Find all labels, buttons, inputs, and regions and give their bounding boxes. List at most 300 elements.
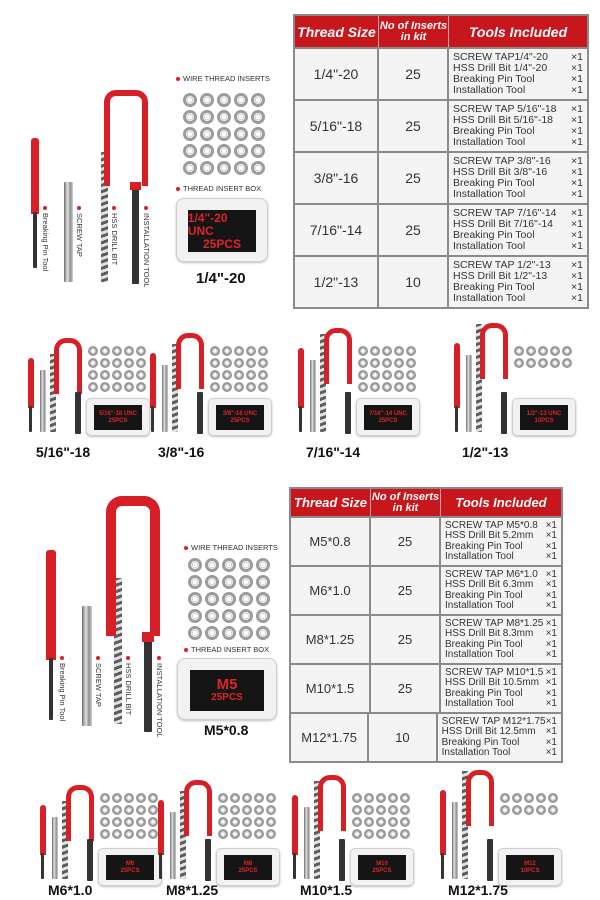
- cell-insert-count: 25: [379, 49, 449, 99]
- table-row: [295, 99, 587, 151]
- wire-insert-coil: [251, 93, 265, 107]
- wire-insert-coil: [205, 558, 219, 572]
- tool-qty: ×1: [545, 628, 557, 639]
- breaking-pin-tool: [454, 343, 460, 408]
- tool-name: Installation Tool: [453, 292, 526, 304]
- tool-qty: ×1: [571, 73, 583, 85]
- thread-insert-box: [356, 398, 420, 436]
- wire-insert-coil: [136, 346, 146, 356]
- cell-insert-count: 10: [379, 257, 449, 307]
- screw-tap: [466, 355, 472, 432]
- wire-insert-coil: [100, 358, 110, 368]
- wire-insert-coil: [112, 358, 122, 368]
- wire-insert-coil: [394, 346, 404, 356]
- wire-insert-coil: [124, 370, 134, 380]
- wire-insert-coil: [406, 346, 416, 356]
- wire-insert-coil: [136, 382, 146, 392]
- tool-name: Breaking Pin Tool: [445, 589, 523, 601]
- wire-insert-coil: [512, 805, 522, 815]
- wire-insert-coil: [188, 575, 202, 589]
- cell-thread-size: 3/8"-16: [295, 153, 379, 203]
- wire-insert-coil: [254, 793, 264, 803]
- tool-name: Installation Tool: [445, 698, 514, 709]
- kit-caption: M5*0.8: [204, 722, 249, 738]
- wire-insert-coil: [352, 829, 362, 839]
- cell-insert-count: 25: [379, 101, 449, 151]
- metric-spec-table: [289, 487, 563, 763]
- wire-insert-coil: [222, 382, 232, 392]
- tool-line: [445, 580, 557, 591]
- wire-insert-coil: [188, 558, 202, 572]
- wire-insert-coil: [183, 161, 197, 175]
- cell-tools-included: [449, 153, 587, 203]
- wire-insert-coil: [218, 793, 228, 803]
- wire-insert-coil: [234, 93, 248, 107]
- box-label-count: 25PCS: [238, 867, 258, 874]
- wire-insert-coil: [352, 793, 362, 803]
- wire-insert-coil: [382, 370, 392, 380]
- tool-name: SCREW TAP M6*1.0: [445, 568, 538, 580]
- tool-name: Installation Tool: [445, 551, 514, 562]
- tool-name: Breaking Pin Tool: [445, 540, 523, 552]
- wire-insert-coil: [358, 370, 368, 380]
- small-kit: [156, 775, 296, 900]
- wire-insert-coil: [88, 382, 98, 392]
- wire-insert-coil: [112, 829, 122, 839]
- wire-insert-coil: [370, 370, 380, 380]
- box-label-size: M5: [216, 676, 238, 694]
- wire-insert-coil: [100, 793, 110, 803]
- cell-tools-included: [449, 257, 587, 307]
- wire-insert-coil: [100, 805, 110, 815]
- wire-insert-coil: [256, 558, 270, 572]
- box-label-size: 1/2"-13 UNC: [526, 411, 562, 418]
- wire-insert-coil: [200, 127, 214, 141]
- tool-name: SCREW TAP 1/2"-13: [453, 259, 551, 271]
- tool-qty: ×1: [571, 281, 583, 293]
- tool-name: HSS Drill Bit 12.5mm: [441, 726, 536, 737]
- tool-qty: ×1: [571, 103, 583, 115]
- wire-insert-coil: [234, 144, 248, 158]
- tool-qty: ×1: [571, 259, 583, 271]
- wire-thread-inserts: [88, 346, 146, 392]
- wire-insert-coil: [222, 575, 236, 589]
- wire-insert-coil: [394, 382, 404, 392]
- thread-insert-box: [177, 658, 277, 720]
- tool-qty: ×1: [571, 270, 583, 282]
- wire-insert-coil: [536, 793, 546, 803]
- tool-qty: ×1: [545, 579, 557, 590]
- label-screw-tap: SCREW TAP: [94, 656, 103, 707]
- box-label-count: 10PCS: [534, 417, 554, 424]
- callout-wire-thread-inserts: WIRE THREAD INSERTS: [176, 74, 270, 83]
- wire-insert-coil: [524, 793, 534, 803]
- installation-tool-shaft: [87, 839, 93, 881]
- cell-thread-size: M5*0.8: [291, 518, 371, 565]
- wire-insert-coil: [239, 626, 253, 640]
- wire-insert-coil: [205, 626, 219, 640]
- wire-insert-coil: [358, 382, 368, 392]
- cell-tools-included: [438, 714, 561, 761]
- tool-qty: ×1: [571, 125, 583, 137]
- tool-name: SCREW TAP M5*0.8: [445, 519, 538, 531]
- tool-qty: ×1: [545, 726, 557, 737]
- tool-name: HSS Drill Bit 6.3mm: [445, 579, 534, 590]
- cell-insert-count: 25: [371, 567, 441, 614]
- wire-insert-coil: [217, 144, 231, 158]
- wire-insert-coil: [234, 358, 244, 368]
- breaking-pin-tool-shaft: [41, 853, 44, 879]
- wire-insert-coil: [550, 346, 560, 356]
- callout-wire-thread-inserts: WIRE THREAD INSERTS: [184, 543, 278, 552]
- tool-qty: ×1: [545, 530, 557, 541]
- tool-qty: ×1: [571, 240, 583, 252]
- wire-insert-coil: [382, 382, 392, 392]
- wire-insert-coil: [562, 346, 572, 356]
- table-row: [295, 203, 587, 255]
- tool-name: Installation Tool: [453, 188, 526, 200]
- cell-tools-included: [441, 518, 561, 565]
- tool-qty: ×1: [545, 617, 557, 629]
- kit-caption: M8*1.25: [166, 882, 219, 898]
- installation-tool-shaft: [144, 634, 152, 732]
- tool-name: SCREW TAP M12*1.75: [441, 715, 546, 727]
- wire-insert-coil: [200, 161, 214, 175]
- cell-insert-count: 25: [371, 616, 441, 663]
- wire-insert-coil: [406, 382, 416, 392]
- wire-thread-inserts: [100, 793, 158, 839]
- thread-insert-box: [498, 848, 562, 886]
- wire-insert-coil: [183, 93, 197, 107]
- screw-tap: [162, 365, 168, 432]
- breaking-pin-tool: [40, 805, 46, 855]
- tool-line: [445, 629, 557, 640]
- thread-insert-box: [512, 398, 576, 436]
- cell-thread-size: M12*1.75: [291, 714, 369, 761]
- wire-insert-coil: [205, 575, 219, 589]
- wire-insert-coil: [205, 609, 219, 623]
- box-label-count: 25PCS: [108, 417, 128, 424]
- wire-insert-coil: [183, 127, 197, 141]
- wire-insert-coil: [258, 358, 268, 368]
- hero-kit-imperial: [0, 60, 292, 300]
- table-row: [291, 663, 561, 712]
- tool-line: [453, 137, 583, 148]
- table-body: [291, 516, 561, 761]
- screw-tap: [170, 812, 176, 879]
- box-label-count: 25PCS: [120, 867, 140, 874]
- installation-tool-handle: [54, 338, 82, 394]
- wire-insert-coil: [188, 592, 202, 606]
- table-row: [295, 47, 587, 99]
- wire-insert-coil: [124, 382, 134, 392]
- wire-insert-coil: [239, 592, 253, 606]
- wire-insert-coil: [382, 346, 392, 356]
- header-no-of-inserts: No of Inserts in kit: [379, 16, 449, 47]
- wire-insert-coil: [256, 592, 270, 606]
- wire-insert-coil: [210, 370, 220, 380]
- wire-insert-coil: [230, 805, 240, 815]
- box-label-count: 25PCS: [211, 691, 243, 703]
- wire-insert-coil: [234, 161, 248, 175]
- wire-insert-coil: [376, 805, 386, 815]
- wire-insert-coil: [136, 793, 146, 803]
- wire-insert-coil: [526, 346, 536, 356]
- box-label-size: M10: [376, 861, 388, 868]
- wire-insert-coil: [266, 793, 276, 803]
- header-no-of-inserts: No of Inserts in kit: [371, 489, 441, 516]
- wire-thread-inserts: [210, 346, 268, 392]
- wire-insert-coil: [526, 358, 536, 368]
- tool-qty: ×1: [571, 84, 583, 96]
- tool-line: [445, 650, 557, 661]
- wire-insert-coil: [242, 829, 252, 839]
- wire-insert-coil: [256, 626, 270, 640]
- wire-insert-coil: [112, 346, 122, 356]
- wire-insert-coil: [136, 817, 146, 827]
- box-label-size: 7/16"-14 UNC: [369, 411, 407, 418]
- thread-insert-box: [176, 198, 268, 262]
- kit-caption: 5/16"-18: [36, 444, 91, 460]
- wire-insert-coil: [376, 793, 386, 803]
- wire-insert-coil: [234, 382, 244, 392]
- wire-insert-coil: [222, 558, 236, 572]
- wire-insert-coil: [124, 805, 134, 815]
- wire-insert-coil: [251, 144, 265, 158]
- screw-tap: [64, 182, 73, 282]
- header-thread-size: Thread Size: [291, 489, 371, 516]
- breaking-pin-tool-shaft: [441, 853, 444, 879]
- wire-insert-coil: [222, 358, 232, 368]
- breaking-pin-tool-shaft: [455, 406, 458, 432]
- screw-tap: [52, 817, 58, 879]
- wire-insert-coil: [254, 805, 264, 815]
- wire-insert-coil: [400, 793, 410, 803]
- cell-thread-size: 1/2"-13: [295, 257, 379, 307]
- wire-insert-coil: [100, 817, 110, 827]
- wire-insert-coil: [217, 110, 231, 124]
- tool-name: SCREW TAP M10*1.5: [445, 666, 544, 678]
- breaking-pin-tool-shaft: [159, 853, 162, 879]
- small-kit: [452, 328, 592, 464]
- tool-qty: ×1: [571, 188, 583, 200]
- tool-name: HSS Drill Bit 3/8"-16: [453, 166, 548, 178]
- tool-name: Breaking Pin Tool: [441, 736, 520, 748]
- wire-insert-coil: [205, 592, 219, 606]
- cell-tools-included: [441, 616, 561, 663]
- wire-insert-coil: [512, 793, 522, 803]
- wire-insert-coil: [254, 817, 264, 827]
- wire-insert-coil: [394, 358, 404, 368]
- installation-tool-handle: [184, 780, 212, 836]
- installation-tool-tip: [142, 632, 154, 642]
- wire-insert-coil: [388, 829, 398, 839]
- small-kit: [148, 328, 288, 464]
- tool-name: Installation Tool: [453, 136, 526, 148]
- wire-insert-coil: [88, 370, 98, 380]
- wire-insert-coil: [112, 805, 122, 815]
- box-label-count: 25PCS: [372, 867, 392, 874]
- tool-name: HSS Drill Bit 1/4"-20: [453, 62, 548, 74]
- installation-tool-handle: [466, 770, 494, 826]
- wire-insert-coil: [370, 358, 380, 368]
- callout-thread-insert-box: THREAD INSERT BOX: [184, 645, 269, 654]
- breaking-pin-tool-shaft: [151, 406, 154, 432]
- wire-insert-coil: [246, 346, 256, 356]
- kit-caption: M12*1.75: [448, 882, 508, 898]
- wire-insert-coil: [548, 805, 558, 815]
- wire-insert-coil: [256, 575, 270, 589]
- tool-qty: ×1: [545, 568, 557, 580]
- wire-insert-coil: [217, 93, 231, 107]
- wire-insert-coil: [251, 161, 265, 175]
- wire-insert-coil: [136, 829, 146, 839]
- wire-insert-coil: [200, 144, 214, 158]
- wire-insert-coil: [242, 805, 252, 815]
- installation-tool-handle: [318, 775, 346, 831]
- wire-insert-coil: [218, 805, 228, 815]
- cell-tools-included: [449, 49, 587, 99]
- thread-insert-box: [208, 398, 272, 436]
- wire-insert-coil: [258, 370, 268, 380]
- cell-thread-size: 1/4"-20: [295, 49, 379, 99]
- wire-insert-coil: [266, 829, 276, 839]
- wire-insert-coil: [124, 793, 134, 803]
- wire-insert-coil: [376, 817, 386, 827]
- small-kit: [438, 775, 578, 900]
- wire-insert-coil: [234, 110, 248, 124]
- breaking-pin-tool-shaft: [293, 853, 296, 879]
- wire-insert-coil: [234, 346, 244, 356]
- tool-name: Installation Tool: [453, 84, 526, 96]
- tool-qty: ×1: [571, 166, 583, 178]
- tool-name: Breaking Pin Tool: [453, 177, 535, 189]
- wire-insert-coil: [352, 805, 362, 815]
- wire-insert-coil: [210, 382, 220, 392]
- small-kit: [290, 775, 430, 900]
- wire-insert-coil: [266, 817, 276, 827]
- table-row: [291, 516, 561, 565]
- wire-insert-coil: [514, 358, 524, 368]
- installation-tool-shaft: [345, 392, 351, 434]
- wire-insert-coil: [112, 817, 122, 827]
- table-row: [291, 565, 561, 614]
- wire-insert-coil: [242, 817, 252, 827]
- header-thread-size: Thread Size: [295, 16, 379, 47]
- label-screw-tap: SCREW TAP: [75, 206, 84, 257]
- wire-insert-coil: [100, 346, 110, 356]
- installation-tool-shaft: [339, 839, 345, 881]
- tool-line: [445, 552, 557, 563]
- tool-qty: ×1: [545, 677, 557, 688]
- table-row: [291, 614, 561, 663]
- kit-caption: 3/8"-16: [158, 444, 205, 460]
- cell-thread-size: M8*1.25: [291, 616, 371, 663]
- wire-insert-coil: [217, 127, 231, 141]
- wire-insert-coil: [550, 358, 560, 368]
- wire-thread-inserts: [358, 346, 416, 392]
- tool-line: [445, 601, 557, 612]
- cell-thread-size: 7/16"-14: [295, 205, 379, 255]
- wire-insert-coil: [548, 793, 558, 803]
- cell-insert-count: 10: [369, 714, 437, 761]
- tool-name: Breaking Pin Tool: [453, 281, 535, 293]
- breaking-pin-tool-red-grip: [31, 138, 39, 214]
- wire-insert-coil: [400, 817, 410, 827]
- wire-insert-coil: [246, 382, 256, 392]
- installation-tool-shaft: [75, 392, 81, 434]
- box-label-count: 25PCS: [230, 417, 250, 424]
- tool-line: [445, 678, 557, 689]
- wire-insert-coil: [88, 358, 98, 368]
- wire-insert-coil: [514, 346, 524, 356]
- tool-line: [453, 241, 583, 252]
- cell-tools-included: [441, 665, 561, 712]
- box-label-count: 25PCS: [378, 417, 398, 424]
- tool-name: SCREW TAP M8*1.25: [445, 617, 544, 629]
- wire-insert-coil: [136, 805, 146, 815]
- tool-line: [445, 531, 557, 542]
- wire-insert-coil: [218, 817, 228, 827]
- tool-name: SCREW TAP1/4"-20: [453, 51, 548, 63]
- wire-insert-coil: [364, 793, 374, 803]
- tool-name: HSS Drill Bit 7/16"-14: [453, 218, 554, 230]
- wire-insert-coil: [562, 358, 572, 368]
- thread-insert-box: [98, 848, 162, 886]
- wire-insert-coil: [183, 144, 197, 158]
- tool-name: SCREW TAP 5/16"-18: [453, 103, 557, 115]
- wire-thread-inserts: [514, 346, 572, 368]
- wire-insert-coil: [222, 609, 236, 623]
- installation-tool-shaft: [197, 392, 203, 434]
- wire-insert-coil: [388, 793, 398, 803]
- label-hss-drill-bit: HSS DRILL BIT: [110, 206, 119, 265]
- kit-caption: 1/2"-13: [462, 444, 509, 460]
- wire-insert-coil: [188, 626, 202, 640]
- screw-tap: [304, 807, 310, 879]
- wire-insert-coil: [406, 358, 416, 368]
- installation-tool-tip: [130, 182, 141, 190]
- tool-qty: ×1: [545, 589, 557, 601]
- wire-insert-coil: [222, 346, 232, 356]
- wire-insert-coil: [242, 793, 252, 803]
- tool-qty: ×1: [571, 51, 583, 63]
- installation-tool-shaft: [487, 839, 493, 881]
- tool-qty: ×1: [545, 747, 557, 758]
- box-label-size: M12: [524, 861, 536, 868]
- cell-insert-count: 25: [379, 153, 449, 203]
- installation-tool-shaft: [501, 392, 507, 434]
- tool-qty: ×1: [571, 292, 583, 304]
- tool-line: [445, 699, 557, 710]
- tool-qty: ×1: [545, 649, 557, 660]
- tool-qty: ×1: [545, 519, 557, 531]
- cell-thread-size: 5/16"-18: [295, 101, 379, 151]
- wire-insert-coil: [124, 829, 134, 839]
- breaking-pin-tool-shaft: [299, 406, 302, 432]
- breaking-pin-tool: [28, 358, 34, 408]
- kit-caption: 1/4"-20: [196, 270, 246, 287]
- tool-qty: ×1: [545, 687, 557, 699]
- wire-insert-coil: [251, 127, 265, 141]
- wire-insert-coil: [88, 346, 98, 356]
- screw-tap: [40, 370, 46, 432]
- wire-insert-coil: [124, 346, 134, 356]
- wire-insert-coil: [358, 358, 368, 368]
- wire-insert-coil: [500, 793, 510, 803]
- tool-name: Installation Tool: [441, 747, 511, 758]
- cell-tools-included: [441, 567, 561, 614]
